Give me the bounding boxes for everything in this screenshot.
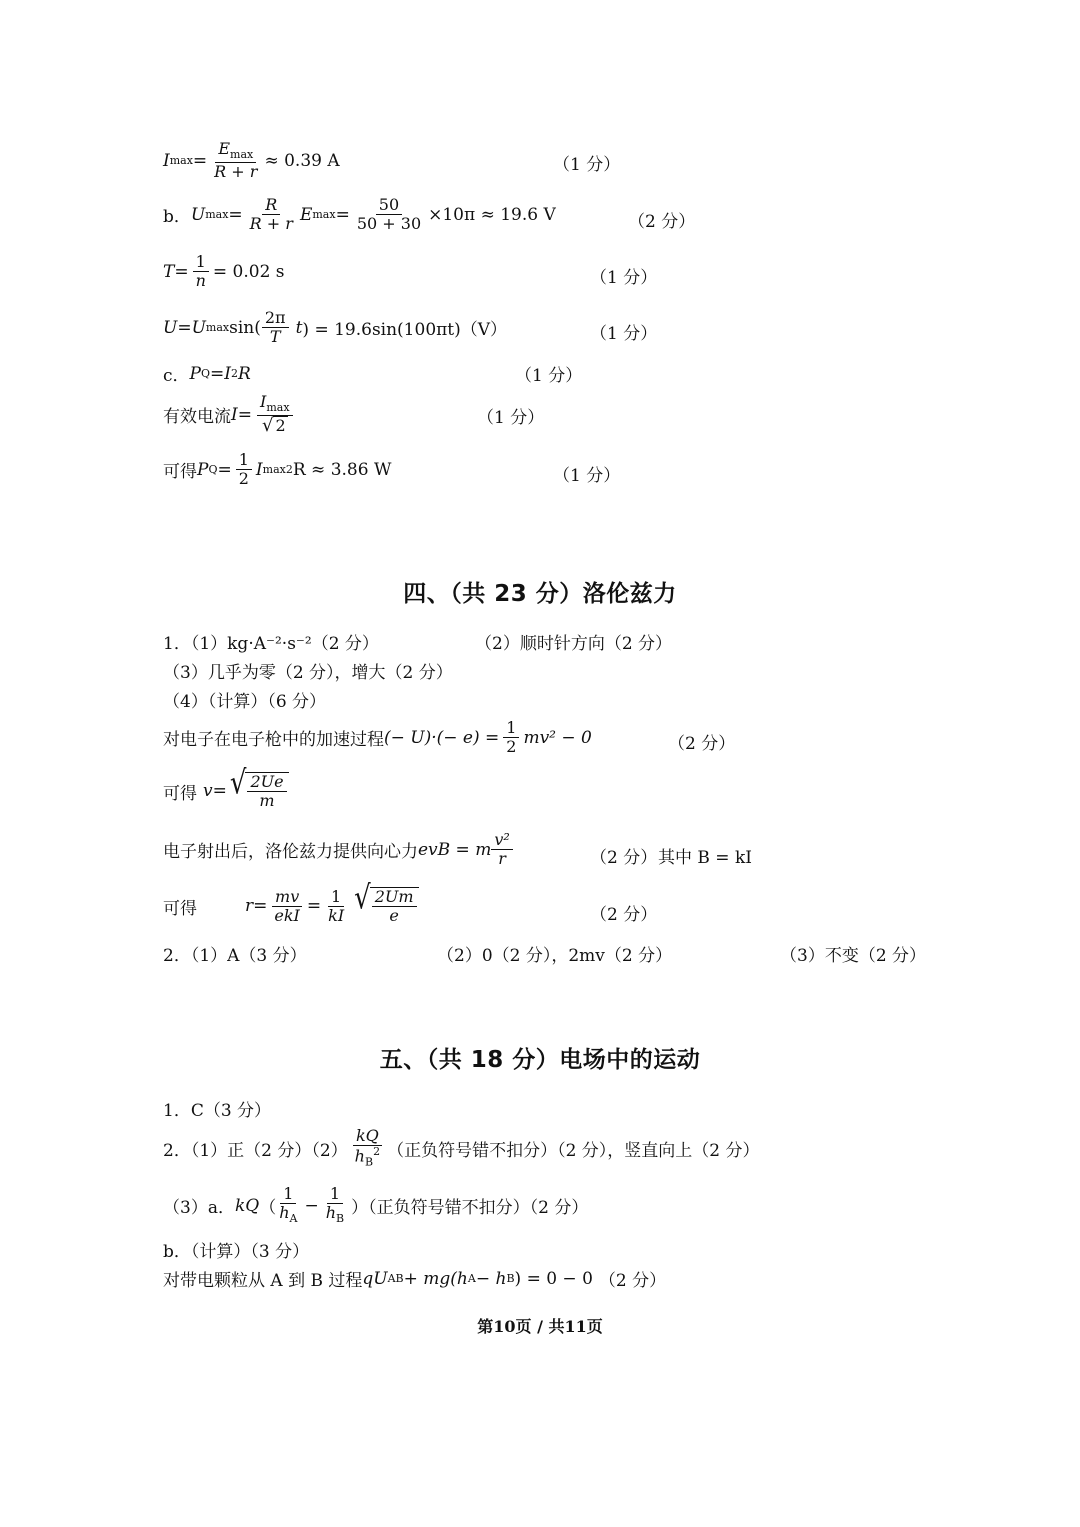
score: （2 分） <box>590 848 658 868</box>
eq-period: T = $\frac{1}{n}$ = 0.02 s <box>163 252 285 291</box>
s5-q4: b．（计算）（3 分） <box>163 1242 310 1262</box>
fraction: $\frac{kQ}{h_B^2}$ <box>354 1126 381 1169</box>
q2-part3: （3）不变（2 分） <box>780 946 927 966</box>
eq-umax: b． U max = $\frac{R}{R + r}$ E max = $\frac{50}{50 + 30}$ ×10π ≈ 19.6 V <box>163 195 556 234</box>
sqrt: √ $\frac{2Um}{e}$ <box>354 887 418 926</box>
eq-lorentz: 电子射出后，洛伦兹力提供向心力 evB = m $\frac{\text{v²}}{r}$ <box>163 831 517 869</box>
eq-velocity: 可得 v = √ $\frac{2Ue}{m}$ <box>163 772 292 811</box>
q1-part4: （4）（计算）（6 分） <box>163 692 327 712</box>
s5-q2: 2．（1）正（2 分）（2） $\frac{kQ}{h_B^2}$ （正负符号错不扣分）（2 分），竖直向上（2 分） <box>163 1126 760 1169</box>
score: （1 分） <box>477 408 545 428</box>
fraction: $\frac{mv}{\text{ekI}}$ <box>271 888 302 926</box>
fraction: $\frac{50}{50 + 30}$ <box>356 195 422 234</box>
fraction: $\frac{1}{2}$ <box>236 451 252 489</box>
score: （1 分） <box>590 324 658 344</box>
fraction: $\frac{1}{kI}$ <box>328 886 345 925</box>
score: （1 分） <box>553 466 621 486</box>
q2-part2: （2）0（2 分），2mv（2 分） <box>437 946 673 966</box>
score: （1 分） <box>553 155 621 175</box>
q2-part1: 2．（1）A（3 分） <box>163 946 307 966</box>
fraction: $\frac{E_{max}}{R + r}$ <box>214 139 258 181</box>
score: （2 分） <box>590 905 658 925</box>
sqrt: √ $\frac{2Ue}{m}$ <box>230 772 289 811</box>
fraction: $\frac{R}{R + r}$ <box>249 195 293 234</box>
fraction: $\frac{1}{h_B}$ <box>325 1184 345 1226</box>
section-heading: 四、（共 23 分）洛伦兹力 <box>403 581 677 607</box>
q1-part3: （3）几乎为零（2 分），增大（2 分） <box>163 663 453 683</box>
section-heading: 五、（共 18 分）电场中的运动 <box>379 1047 701 1073</box>
q1-part2: （2）顺时针方向（2 分） <box>475 634 673 654</box>
s5-q3: （3）a． kQ （ $\frac{1}{h_A}$ − $\frac{1}{h_B}$ ）（正负符号错不扣分）（2 分） <box>163 1184 589 1226</box>
score: （2 分） <box>668 734 736 754</box>
eq-imax: I max = $\frac{E_{max}}{R + r}$ ≈ 0.39 A <box>163 139 340 181</box>
q1-part1: 1．（1）kg·A⁻²·s⁻²（2 分） <box>163 634 379 654</box>
score: （1 分） <box>590 268 658 288</box>
fraction: $\frac{\text{v²}}{r}$ <box>491 831 512 869</box>
fraction: $\frac{2Um}{e}$ <box>372 888 417 926</box>
page-number: 第10页 / 共11页 <box>477 1317 603 1336</box>
eq-acceleration: 对电子在电子枪中的加速过程 (− U)·(− e) = $\frac{1}{2}$ mv² − 0 <box>163 718 592 757</box>
fraction: $\frac{1}{n}$ <box>193 253 209 291</box>
score: （2 分） <box>628 212 696 232</box>
sqrt: √ 2 <box>261 414 286 436</box>
fraction: $\frac{1}{h_A}$ <box>279 1184 298 1226</box>
eq-power-result: 可得 P Q = $\frac{1}{2}$ I max 2 R ≈ 3.86 W <box>163 450 392 489</box>
note-b-equals-ki: 其中 B = kI <box>658 848 752 868</box>
s5-q5: 对带电颗粒从 A 到 B 过程 qU AB + mg(h A − h B ) = 0 − 0 （2 分） <box>163 1268 667 1291</box>
fraction: $\frac{1}{2}$ <box>503 719 519 757</box>
score: （1 分） <box>515 366 583 386</box>
eq-voltage: U = U max sin( $\frac{2\pi}{T}$ t ) = 19.6sin(100πt)（V） <box>163 308 508 347</box>
s5-q1: 1．C（3 分） <box>163 1101 272 1121</box>
fraction: $\frac{2\pi}{T}$ <box>262 309 289 347</box>
fraction: $I_{max}$ √ 2 <box>256 393 294 437</box>
eq-radius: 可得 r = $\frac{mv}{\text{ekI}}$ = $\frac{1}{kI}$ √ $\frac{2Um}{e}$ <box>163 887 422 926</box>
eq-power: c． P Q = I 2 R <box>163 363 251 386</box>
eq-effective-current: 有效电流 I = $I_{max}$ √ 2 <box>163 393 298 437</box>
fraction: $\frac{2Ue}{m}$ <box>247 773 286 811</box>
